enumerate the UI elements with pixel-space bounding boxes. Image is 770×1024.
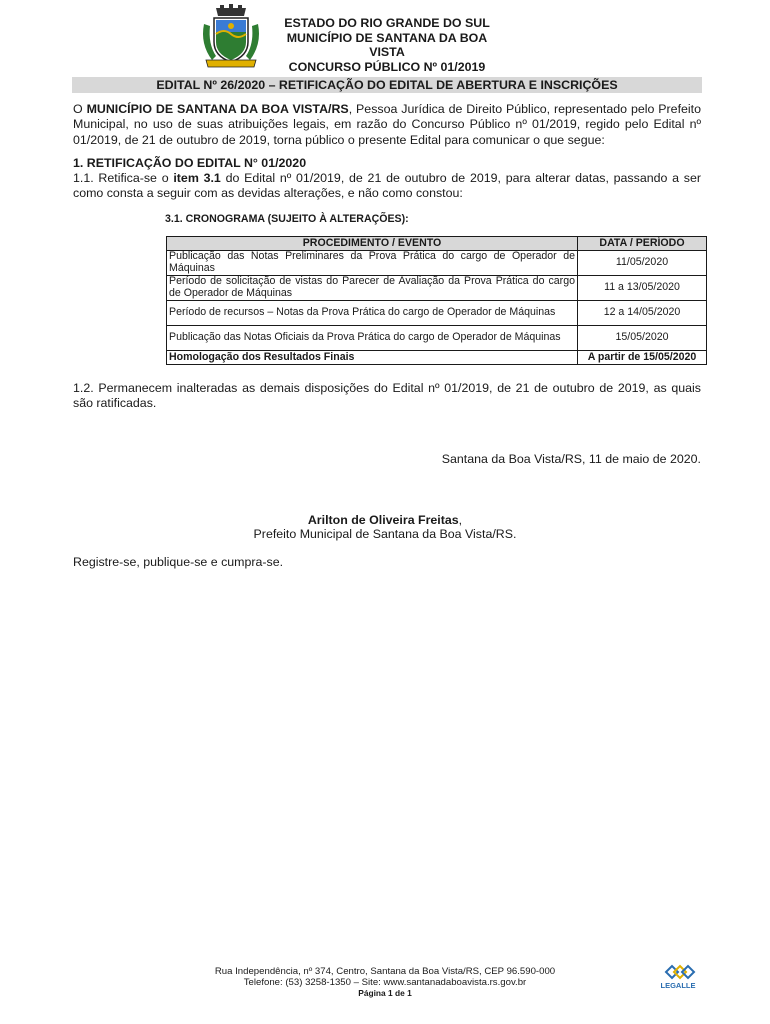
closing-statement: Registre-se, publique-se e cumpra-se.: [73, 555, 284, 569]
header-contest: CONCURSO PÚBLICO Nº 01/2019: [288, 59, 486, 74]
table-header-row: [167, 237, 707, 251]
page-footer: [180, 966, 590, 999]
event-cell: Homologação dos Resultados Finais: [167, 351, 578, 365]
legalle-logo: [656, 963, 700, 995]
event-cell: Publicação das Notas Oficiais da Prova Prática do cargo de Operador de Máquinas: [167, 326, 578, 351]
date-cell: 11/05/2020: [578, 251, 707, 276]
intro-prefix: O: [73, 102, 87, 116]
table-row: [167, 301, 707, 326]
p1-text: do Edital nº 01/2019, de 21 de outubro de 2019, para alterar datas, passando a ser como consta a seguir com as devidas alterações, e não como constou:: [73, 171, 701, 201]
event-cell: Período de recursos – Notas da Prova Prática do cargo de Operador de Máquinas: [167, 301, 578, 326]
p1-bold-text: item 3.1: [173, 171, 221, 185]
table-header-event: PROCEDIMENTO / EVENTO: [167, 237, 578, 251]
table-header-date: DATA / PERÍODO: [578, 237, 707, 251]
footer-address: Rua Independência, nº 374, Centro, Santana da Boa Vista/RS, CEP 96.590-000: [214, 966, 556, 977]
signatory-name: Arilton de Oliveira Freitas: [307, 513, 459, 527]
municipal-crest-icon: [198, 4, 264, 70]
event-cell: Publicação das Notas Preliminares da Prova Prática do cargo de Operador de Máquinas: [167, 251, 578, 276]
legalle-logo-icon: [656, 963, 700, 981]
date-cell: 11 a 13/05/2020: [578, 276, 707, 301]
document-header: [272, 16, 502, 74]
section-1-title: 1. RETIFICAÇÃO DO EDITAL N° 01/2020: [73, 156, 307, 170]
place-date: Santana da Boa Vista/RS, 11 de maio de 2020.: [441, 452, 701, 466]
event-cell: Período de solicitação de vistas do Parecer de Avaliação da Prova Prática do cargo de Operador de Máquinas: [167, 276, 578, 301]
intro-text: , Pessoa Jurídica de Direito Público, representado pelo Prefeito Municipal, no uso de suas atribuições legais, em razão do Concurso Público nº 01/2019, regido pelo Edital nº 01/2019, de 21 de outubro de 2019, torna público o presente Edital para comunicar o que segue:: [73, 102, 701, 147]
signature-name-line: [0, 513, 770, 528]
signature-comma: ,: [458, 513, 463, 527]
table-row: [167, 351, 707, 365]
paragraph-1-2: 1.2. Permanecem inalteradas as demais disposições do Edital nº 01/2019, de 21 de outubro de 2019, as quais são ratificadas.: [73, 381, 701, 411]
table-row: [167, 276, 707, 301]
date-cell: 12 a 14/05/2020: [578, 301, 707, 326]
date-cell: 15/05/2020: [578, 326, 707, 351]
header-state: ESTADO DO RIO GRANDE DO SUL: [284, 16, 490, 30]
table-row: [167, 251, 707, 276]
page-number: Página 1 de 1: [358, 988, 412, 998]
p1-prefix: 1.1. Retifica-se o: [73, 171, 174, 185]
paragraph-1-1: [73, 171, 701, 202]
table-row: [167, 326, 707, 351]
edital-title: EDITAL Nº 26/2020 – RETIFICAÇÃO DO EDITAL DE ABERTURA E INSCRIÇÕES: [72, 77, 702, 93]
intro-paragraph: [73, 102, 701, 148]
signatory-role: Prefeito Municipal de Santana da Boa Vista/RS.: [253, 527, 517, 541]
schedule-subtitle: 3.1. CRONOGRAMA (SUJEITO À ALTERAÇÕES):: [165, 213, 409, 225]
legalle-logo-text: LEGALLE: [660, 981, 696, 990]
intro-bold-text: MUNICÍPIO DE SANTANA DA BOA VISTA/RS: [86, 102, 349, 116]
footer-contact: Telefone: (53) 3258-1350 – Site: www.santanadaboavista.rs.gov.br: [243, 977, 527, 988]
date-cell: A partir de 15/05/2020: [578, 351, 707, 365]
schedule-table: [166, 236, 707, 365]
header-municipality: MUNICÍPIO DE SANTANA DA BOA VISTA: [286, 30, 488, 59]
